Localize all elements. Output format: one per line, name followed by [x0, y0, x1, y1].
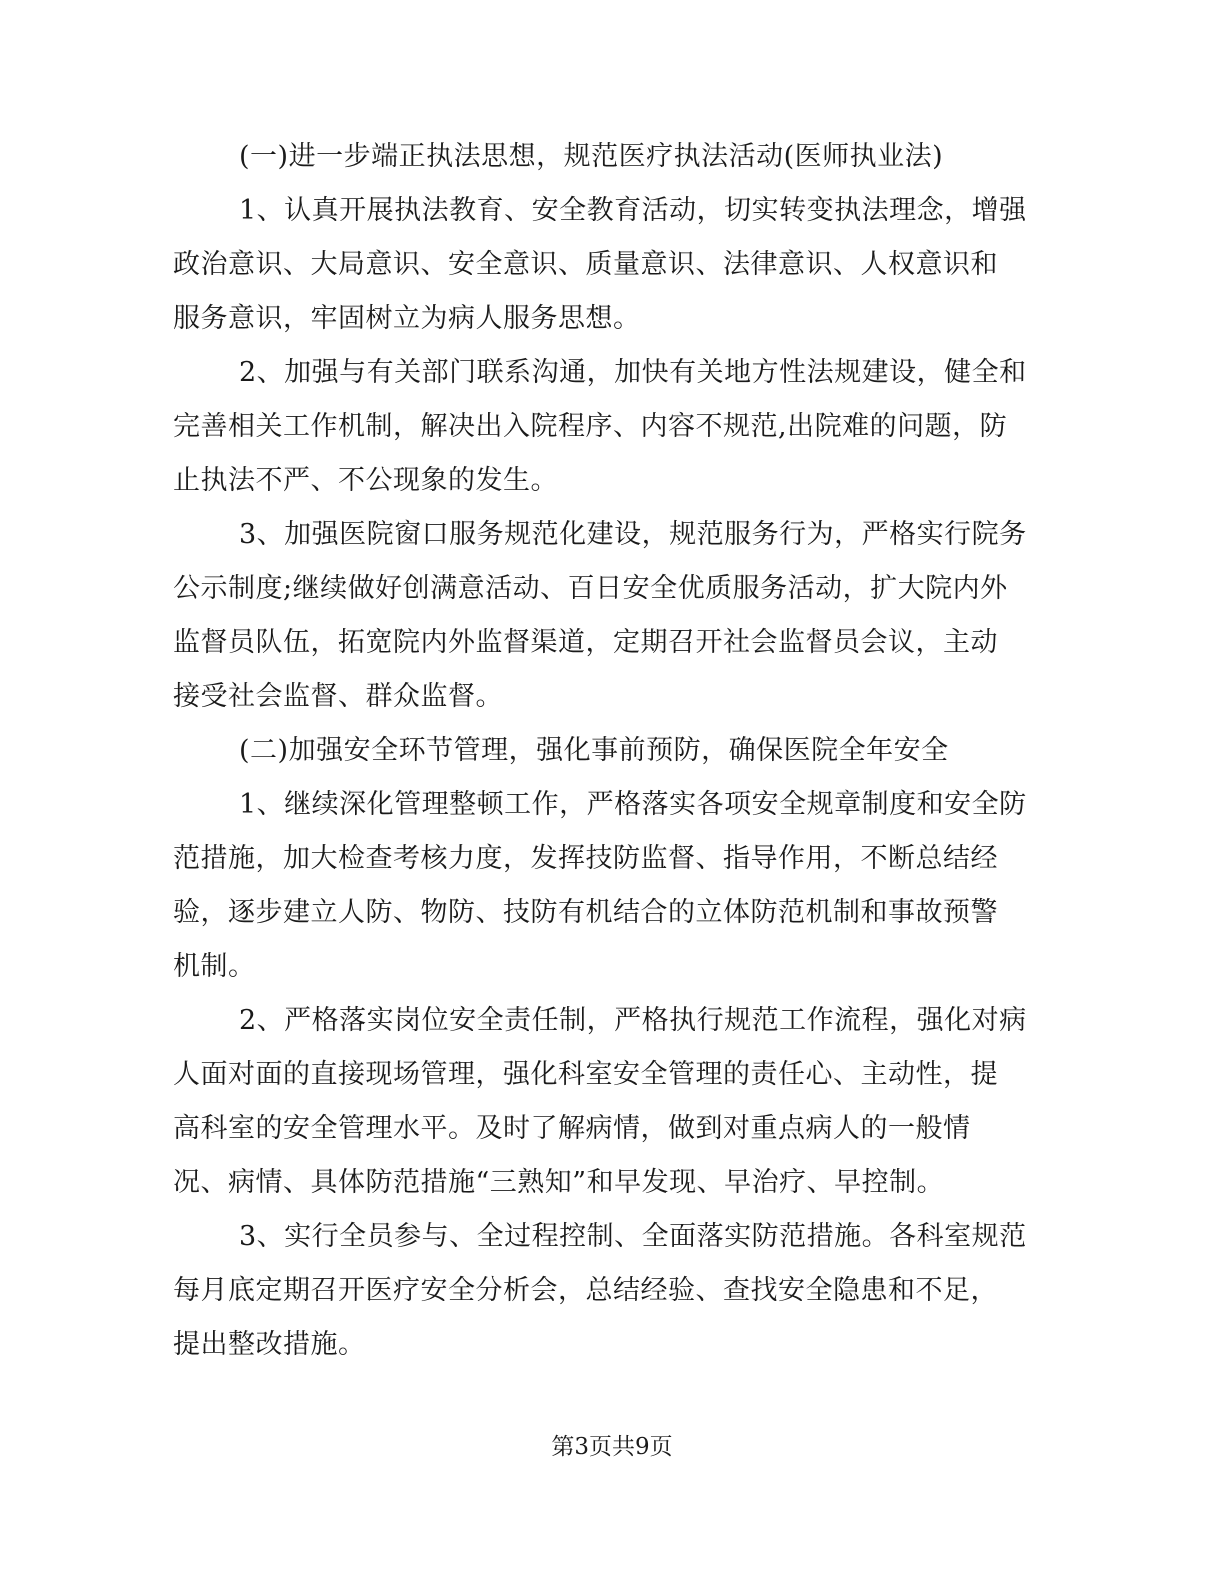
text-line: 1、认真开展执法教育、安全教育活动，切实转变执法理念，增强 [239, 195, 1027, 226]
text-line: 公示制度;继续做好创满意活动、百日安全优质服务活动，扩大院内外 [173, 573, 1008, 604]
text-line: 1、继续深化管理整顿工作，严格落实各项安全规章制度和安全防 [239, 789, 1027, 820]
text-line: 接受社会监督、群众监督。 [173, 681, 503, 712]
text-line: 范措施，加大检查考核力度，发挥技防监督、指导作用，不断总结经 [173, 843, 998, 874]
text-line: 提出整改措施。 [173, 1329, 366, 1360]
text-line: 每月底定期召开医疗安全分析会，总结经验、查找安全隐患和不足， [173, 1275, 998, 1306]
text-line: 政治意识、大局意识、安全意识、质量意识、法律意识、人权意识和 [173, 249, 998, 280]
text-line: 机制。 [173, 951, 256, 982]
text-line: (二)加强安全环节管理，强化事前预防，确保医院全年安全 [239, 735, 949, 766]
text-line: (一)进一步端正执法思想，规范医疗执法活动(医师执业法) [239, 141, 944, 172]
text-line: 止执法不严、不公现象的发生。 [173, 465, 558, 496]
text-line: 2、加强与有关部门联系沟通，加快有关地方性法规建设，健全和 [239, 357, 1027, 388]
text-line: 况、病情、具体防范措施“三熟知”和早发现、早治疗、早控制。 [173, 1167, 945, 1198]
text-line: 完善相关工作机制，解决出入院程序、内容不规范,出院难的问题，防 [173, 411, 1008, 442]
document-body [173, 130, 1053, 1372]
text-line: 人面对面的直接现场管理，强化科室安全管理的责任心、主动性，提 [173, 1059, 998, 1090]
text-line: 高科室的安全管理水平。及时了解病情，做到对重点病人的一般情 [173, 1113, 971, 1144]
text-line: 3、实行全员参与、全过程控制、全面落实防范措施。各科室规范 [239, 1221, 1027, 1252]
text-line: 2、严格落实岗位安全责任制，严格执行规范工作流程，强化对病 [239, 1005, 1027, 1036]
text-line: 服务意识，牢固树立为病人服务思想。 [173, 303, 641, 334]
page-number: 第3页共9页 [551, 1434, 673, 1460]
text-line: 验，逐步建立人防、物防、技防有机结合的立体防范机制和事故预警 [173, 897, 998, 928]
text-line: 3、加强医院窗口服务规范化建设，规范服务行为，严格实行院务 [239, 519, 1027, 550]
text-line: 监督员队伍，拓宽院内外监督渠道，定期召开社会监督员会议，主动 [173, 627, 998, 658]
